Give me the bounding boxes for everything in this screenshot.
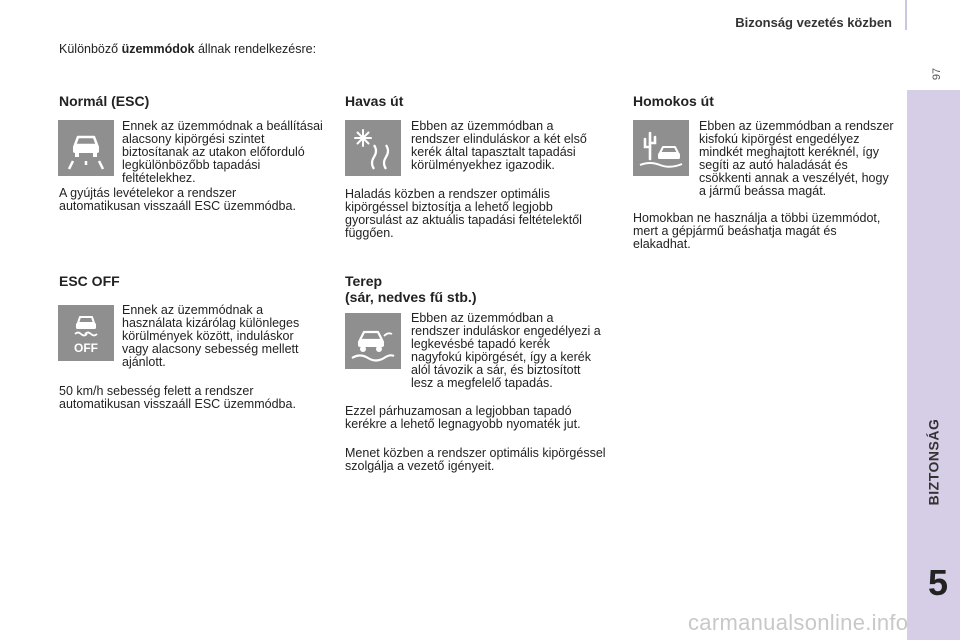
snow-text: Ebben az üzemmódban a rendszer elinduláskor a két első kerék által tapasztalt tapadási körülményekhez igazodik.: [411, 119, 587, 172]
snow-note: Haladás közben a rendszer optimális kipörgéssel biztosítja a lehető legjobb gyorsulást az aktuális tapadási feltételektől függően.: [345, 187, 582, 240]
intro-text: [59, 43, 319, 56]
terrain-title: [345, 273, 476, 305]
header-divider: [905, 0, 907, 30]
watermark: carmanualsonline.info: [688, 610, 909, 635]
section-tab: [916, 372, 950, 552]
esc-off-icon-label: OFF: [74, 341, 98, 355]
terrain-note2: Menet közben a rendszer optimális kipörgéssel szolgálja a vezető igényeit.: [345, 446, 606, 473]
snow-title: Havas út: [345, 93, 404, 109]
terrain-note1: Ezzel párhuzamosan a legjobban tapadó kerékre a lehető legnagyobb nyomaték jut.: [345, 404, 581, 431]
terrain-title-line1: Terep: [345, 273, 383, 289]
terrain-title-line2: (sár, nedves fű stb.): [345, 289, 477, 305]
normal-esc-text: Ennek az üzemmódnak a beállításai alacsony kipörgési szintet biztosítanak az utakon előforduló legkülönbözőbb tapadási feltételekhez.: [122, 119, 323, 185]
sand-note: Homokban ne használja a többi üzemmódot, mert a gépjármű beáshatja magát és elakadhat.: [633, 211, 881, 251]
normal-esc-title: Normál (ESC): [59, 93, 150, 109]
esc-off-note: 50 km/h sebesség felett a rendszer automatikusan visszaáll ESC üzemmódba.: [59, 384, 296, 411]
normal-esc-note: A gyújtás levételekor a rendszer automatikusan visszaáll ESC üzemmódba.: [59, 186, 296, 213]
page-header-title: Bizonság vezetés közben: [735, 15, 892, 30]
page-number: 97: [930, 67, 943, 81]
mud-car-icon: [345, 313, 401, 369]
esc-off-title: ESC OFF: [59, 273, 120, 289]
intro-prefix: Különböző: [59, 42, 122, 56]
esc-off-icon: [58, 305, 114, 361]
sand-title: Homokos út: [633, 93, 714, 109]
snowflake-icon: [345, 120, 401, 176]
esc-off-text: Ennek az üzemmódnak a használata kizárólag különleges körülmények között, induláskor vagy alacsony sebesség mellett ajánlott.: [122, 303, 300, 369]
car-lane-icon: [58, 120, 114, 176]
section-tab-label: BIZTONSÁG: [925, 418, 942, 506]
intro-suffix: állnak rendelkezésre:: [194, 42, 317, 56]
sand-text: Ebben az üzemmódban a rendszer kisfokú kipörgést engedélyez mindkét meghajtott keréknél, így segíti az autó haladását és csökkenti annak a veszélyét, hogy a jármű beássa magát.: [699, 119, 894, 198]
intro-bold: üzemmódok: [121, 42, 195, 56]
chapter-sidebar: [907, 90, 960, 640]
chapter-number: 5: [927, 562, 948, 603]
terrain-text-top: Ebben az üzemmódban a rendszer induláskor engedélyezi a legkevésbé tapadó kerék nagyfokú kipörgését, így a kerék alól távozik a sár, és biztosított lesz a megfelelő tapadás.: [411, 311, 601, 390]
cactus-car-icon: [633, 120, 689, 176]
